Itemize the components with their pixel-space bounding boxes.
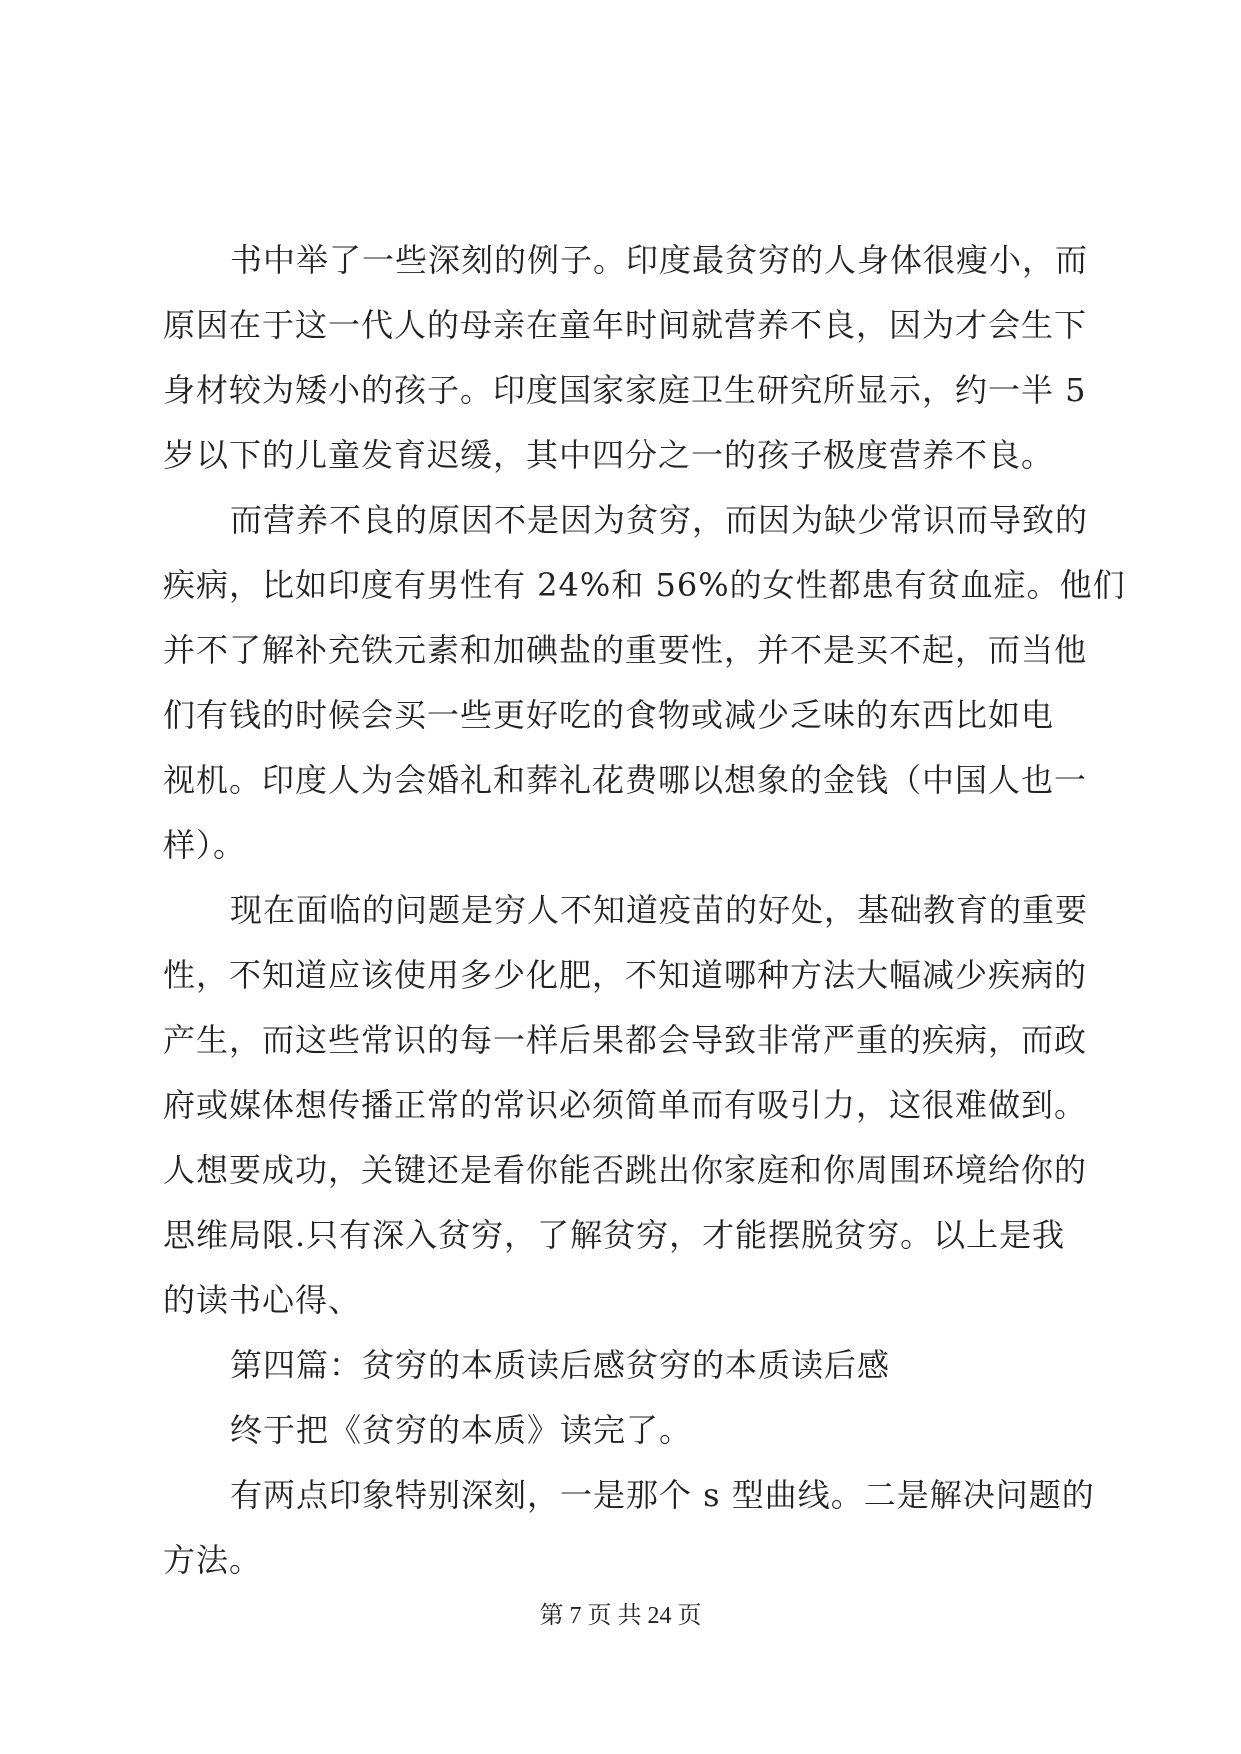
text-line: 终于把《贫穷的本质》读完了。	[230, 1411, 693, 1449]
text-line: 岁以下的儿童发育迟缓，其中四分之一的孩子极度营养不良。	[163, 436, 1055, 474]
text-line: 的读书心得、	[163, 1281, 362, 1319]
page-number-footer: 第 7 页 共 24 页	[539, 1603, 702, 1629]
document-body	[163, 228, 1126, 1593]
text-line: 性，不知道应该使用多少化肥，不知道哪种方法大幅减少疾病的	[163, 956, 1088, 994]
text-line: 视机。印度人为会婚礼和葬礼花费哪以想象的金钱（中国人也一	[163, 761, 1088, 799]
text-line: 府或媒体想传播正常的常识必须简单而有吸引力，这很难做到。	[163, 1086, 1088, 1124]
text-line: 疾病，比如印度有男性有 24%和 56%的女性都患有贫血症。他们	[163, 566, 1126, 604]
text-line: 思维局限.只有深入贫穷，了解贫穷，才能摆脱贫穷。以上是我	[163, 1216, 1066, 1254]
text-line: 原因在于这一代人的母亲在童年时间就营养不良，因为才会生下	[163, 306, 1088, 344]
text-line: 现在面临的问题是穷人不知道疫苗的好处，基础教育的重要	[230, 891, 1089, 929]
text-line: 方法。	[163, 1541, 263, 1579]
text-line: 样）。	[163, 826, 247, 864]
text-line: 而营养不良的原因不是因为贫穷，而因为缺少常识而导致的	[230, 501, 1089, 539]
text-line: 书中举了一些深刻的例子。印度最贫穷的人身体很瘦小，而	[230, 241, 1089, 279]
text-line: 并不了解补充铁元素和加碘盐的重要性，并不是买不起，而当他	[163, 631, 1088, 669]
text-line: 们有钱的时候会买一些更好吃的食物或减少乏味的东西比如电	[163, 696, 1055, 734]
section-heading: 第四篇：贫穷的本质读后感贫穷的本质读后感	[230, 1346, 891, 1384]
text-line: 产生，而这些常识的每一样后果都会导致非常严重的疾病，而政	[163, 1021, 1088, 1059]
text-line: 身材较为矮小的孩子。印度国家家庭卫生研究所显示，约一半 5	[163, 371, 1087, 409]
text-line: 有两点印象特别深刻，一是那个 s 型曲线。二是解决问题的	[230, 1476, 1095, 1514]
text-line: 人想要成功，关键还是看你能否跳出你家庭和你周围环境给你的	[163, 1151, 1088, 1189]
